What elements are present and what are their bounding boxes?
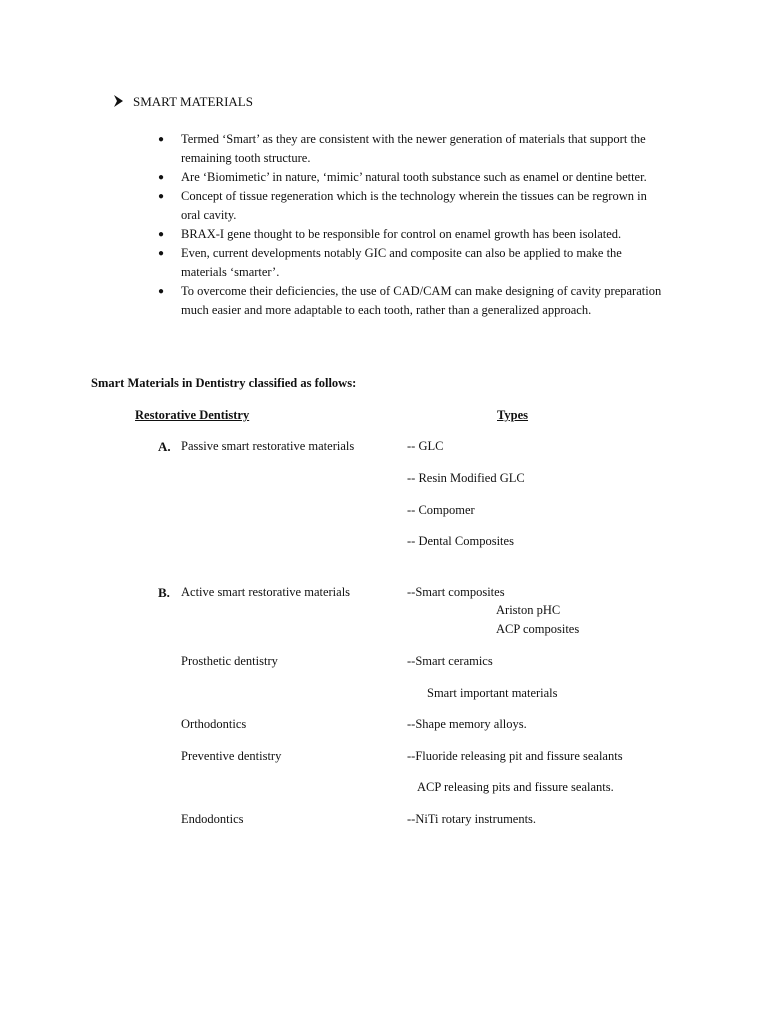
classification-heading: Smart Materials in Dentistry classified as follows:	[91, 376, 357, 390]
type-smart-ceramics: --Smart ceramics	[407, 654, 493, 668]
active-label: Active smart restorative materials	[181, 585, 351, 599]
bullet-dot-icon: ●	[158, 229, 165, 240]
list-item: ● Are ‘Biomimetic’ in nature, ‘mimic’ natural tooth substance such as enamel or dentine better.	[158, 168, 668, 187]
column-header-types: Types	[497, 408, 529, 422]
preventive-label: Preventive dentistry	[181, 749, 282, 763]
item-letter-b: B.	[158, 585, 170, 600]
list-item: ● Termed ‘Smart’ as they are consistent with the newer generation of materials that support the remaining tooth structure.	[158, 132, 646, 165]
list-item: ● Concept of tissue regeneration which is the technology wherein the tissues can be regrown in oral cavity.	[158, 189, 647, 222]
type-smart-important-materials: Smart important materials	[427, 686, 558, 700]
prosthetic-label: Prosthetic dentistry	[181, 654, 278, 668]
list-item: ● To overcome their deficiencies, the use of CAD/CAM can make designing of cavity preparation much easier and more adaptable to each tooth, rather than a generalized approach.	[158, 284, 662, 317]
orthodontics-label: Orthodontics	[181, 717, 247, 731]
type-shape-memory-alloys: --Shape memory alloys.	[407, 717, 527, 731]
section-title: SMART MATERIALS	[133, 94, 253, 109]
type-fluoride-sealants: --Fluoride releasing pit and fissure sealants	[407, 749, 623, 763]
type-compomer: -- Compomer	[407, 503, 475, 517]
list-item: ● Even, current developments notably GIC and composite can also be applied to make the materials ‘smarter’.	[158, 246, 622, 279]
arrow-bullet-icon	[113, 92, 133, 111]
type-resin-modified-glc: -- Resin Modified GLC	[407, 471, 525, 485]
bullet-dot-icon: ●	[158, 191, 165, 202]
type-ariston-phc: Ariston pHC	[496, 603, 561, 617]
column-header-restorative: Restorative Dentistry	[135, 408, 250, 422]
section-heading	[113, 92, 253, 111]
bullet-dot-icon: ●	[158, 286, 165, 297]
bullet-list	[158, 130, 668, 320]
list-item: ● BRAX-I gene thought to be responsible for control on enamel growth has been isolated.	[158, 225, 668, 244]
type-niti-rotary: --NiTi rotary instruments.	[407, 812, 537, 826]
bullet-dot-icon: ●	[158, 134, 165, 145]
bullet-dot-icon: ●	[158, 248, 165, 259]
endodontics-label: Endodontics	[181, 812, 244, 826]
item-letter-a: A.	[158, 439, 171, 454]
type-acp-composites: ACP composites	[496, 622, 580, 636]
type-acp-sealants: ACP releasing pits and fissure sealants.	[417, 780, 614, 794]
bullet-dot-icon: ●	[158, 172, 165, 183]
passive-label: Passive smart restorative materials	[181, 439, 355, 453]
type-glc: -- GLC	[407, 439, 444, 453]
type-dental-composites: -- Dental Composites	[407, 534, 514, 548]
type-smart-composites: --Smart composites	[407, 585, 505, 599]
